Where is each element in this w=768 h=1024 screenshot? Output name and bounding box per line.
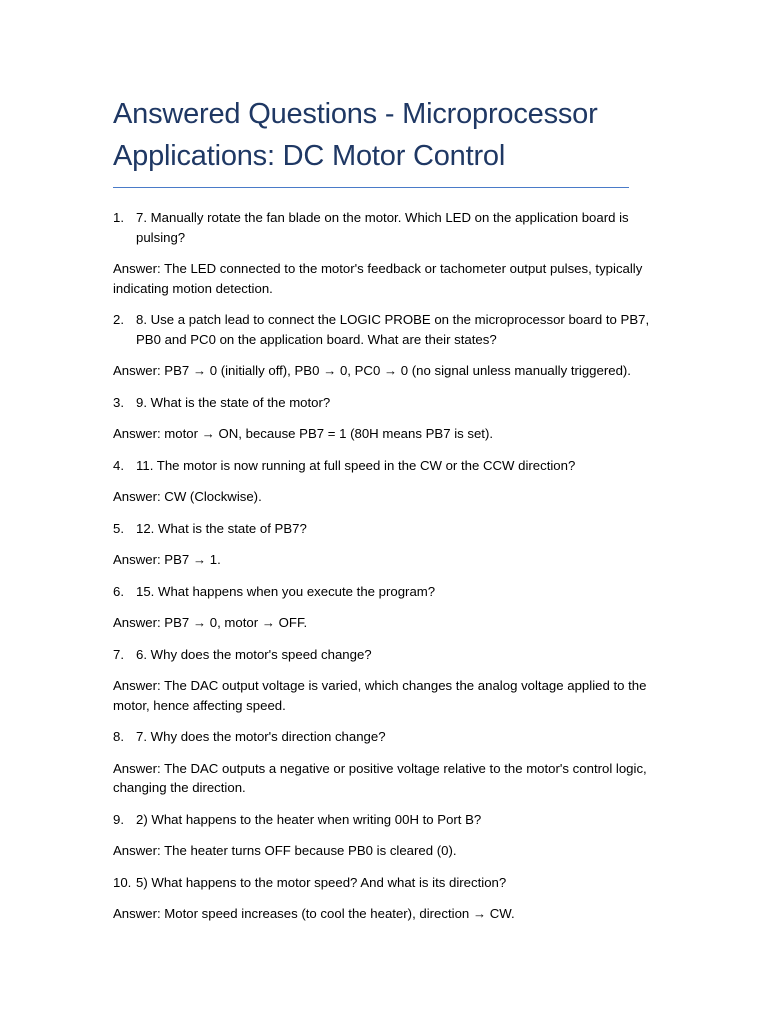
document-page [113,93,658,924]
question-number: 5. [113,520,124,536]
answer-text: Answer: The heater turns OFF because PB0 is cleared (0). [113,843,457,858]
question-number: 9. [113,811,124,827]
answer-text: Answer: CW (Clockwise). [113,489,262,504]
question-number: 6. [113,583,124,599]
answer-text: Answer: motor → ON, because PB7 = 1 (80H means PB7 is set). [113,426,494,441]
question-text: 5) What happens to the motor speed? And what is its direction? [136,874,507,890]
page-title: Answered Questions - Microprocessor Applications: DC Motor Control [113,98,598,172]
answer-text: Answer: PB7 → 0, motor → OFF. [113,615,308,630]
question-item [113,727,658,747]
question-text: 15. What happens when you execute the program? [136,583,436,599]
answer-text: Answer: The DAC outputs a negative or positive voltage relative to the motor's control logic, changing the direction. [113,760,647,795]
answer-text: Answer: PB7 → 1. [113,552,221,567]
answer-text: Answer: The DAC output voltage is varied, which changes the analog voltage applied to the motor, hence affecting speed. [113,678,647,713]
qa-list [113,208,658,924]
answer-text: Answer: The LED connected to the motor's feedback or tachometer output pulses, typically indicating motion detection. [113,261,643,296]
question-item [113,310,658,349]
question-item [113,645,658,665]
question-number: 2. [113,312,124,327]
question-text: 12. What is the state of PB7? [136,520,307,536]
question-item [113,519,658,539]
question-text: 6. Why does the motor's speed change? [136,646,372,662]
question-text: 2) What happens to the heater when writing 00H to Port B? [136,811,482,827]
question-item [113,393,658,413]
question-text: 8. Use a patch lead to connect the LOGIC PROBE on the microprocessor board to PB7, PB0 and PC0 on the application board. What are their states? [136,312,650,347]
question-number: 8. [113,729,124,744]
question-item [113,873,658,893]
question-number: 7. [113,646,124,662]
answer-text: Answer: Motor speed increases (to cool the heater), direction → CW. [113,906,515,921]
question-item [113,810,658,830]
question-number: 10. [113,874,132,890]
question-item [113,208,658,247]
question-text: 7. Manually rotate the fan blade on the motor. Which LED on the application board is pulsing? [136,210,629,245]
question-text: 9. What is the state of the motor? [136,394,331,410]
question-item [113,456,658,476]
answer-text: Answer: PB7 → 0 (initially off), PB0 → 0, PC0 → 0 (no signal unless manually triggered). [113,363,631,378]
question-text: 11. The motor is now running at full speed in the CW or the CCW direction? [136,457,576,473]
question-number: 3. [113,394,124,410]
question-number: 1. [113,210,124,225]
question-number: 4. [113,457,124,473]
question-item [113,582,658,602]
title-underline [113,187,629,188]
question-text: 7. Why does the motor's direction change? [136,729,386,744]
